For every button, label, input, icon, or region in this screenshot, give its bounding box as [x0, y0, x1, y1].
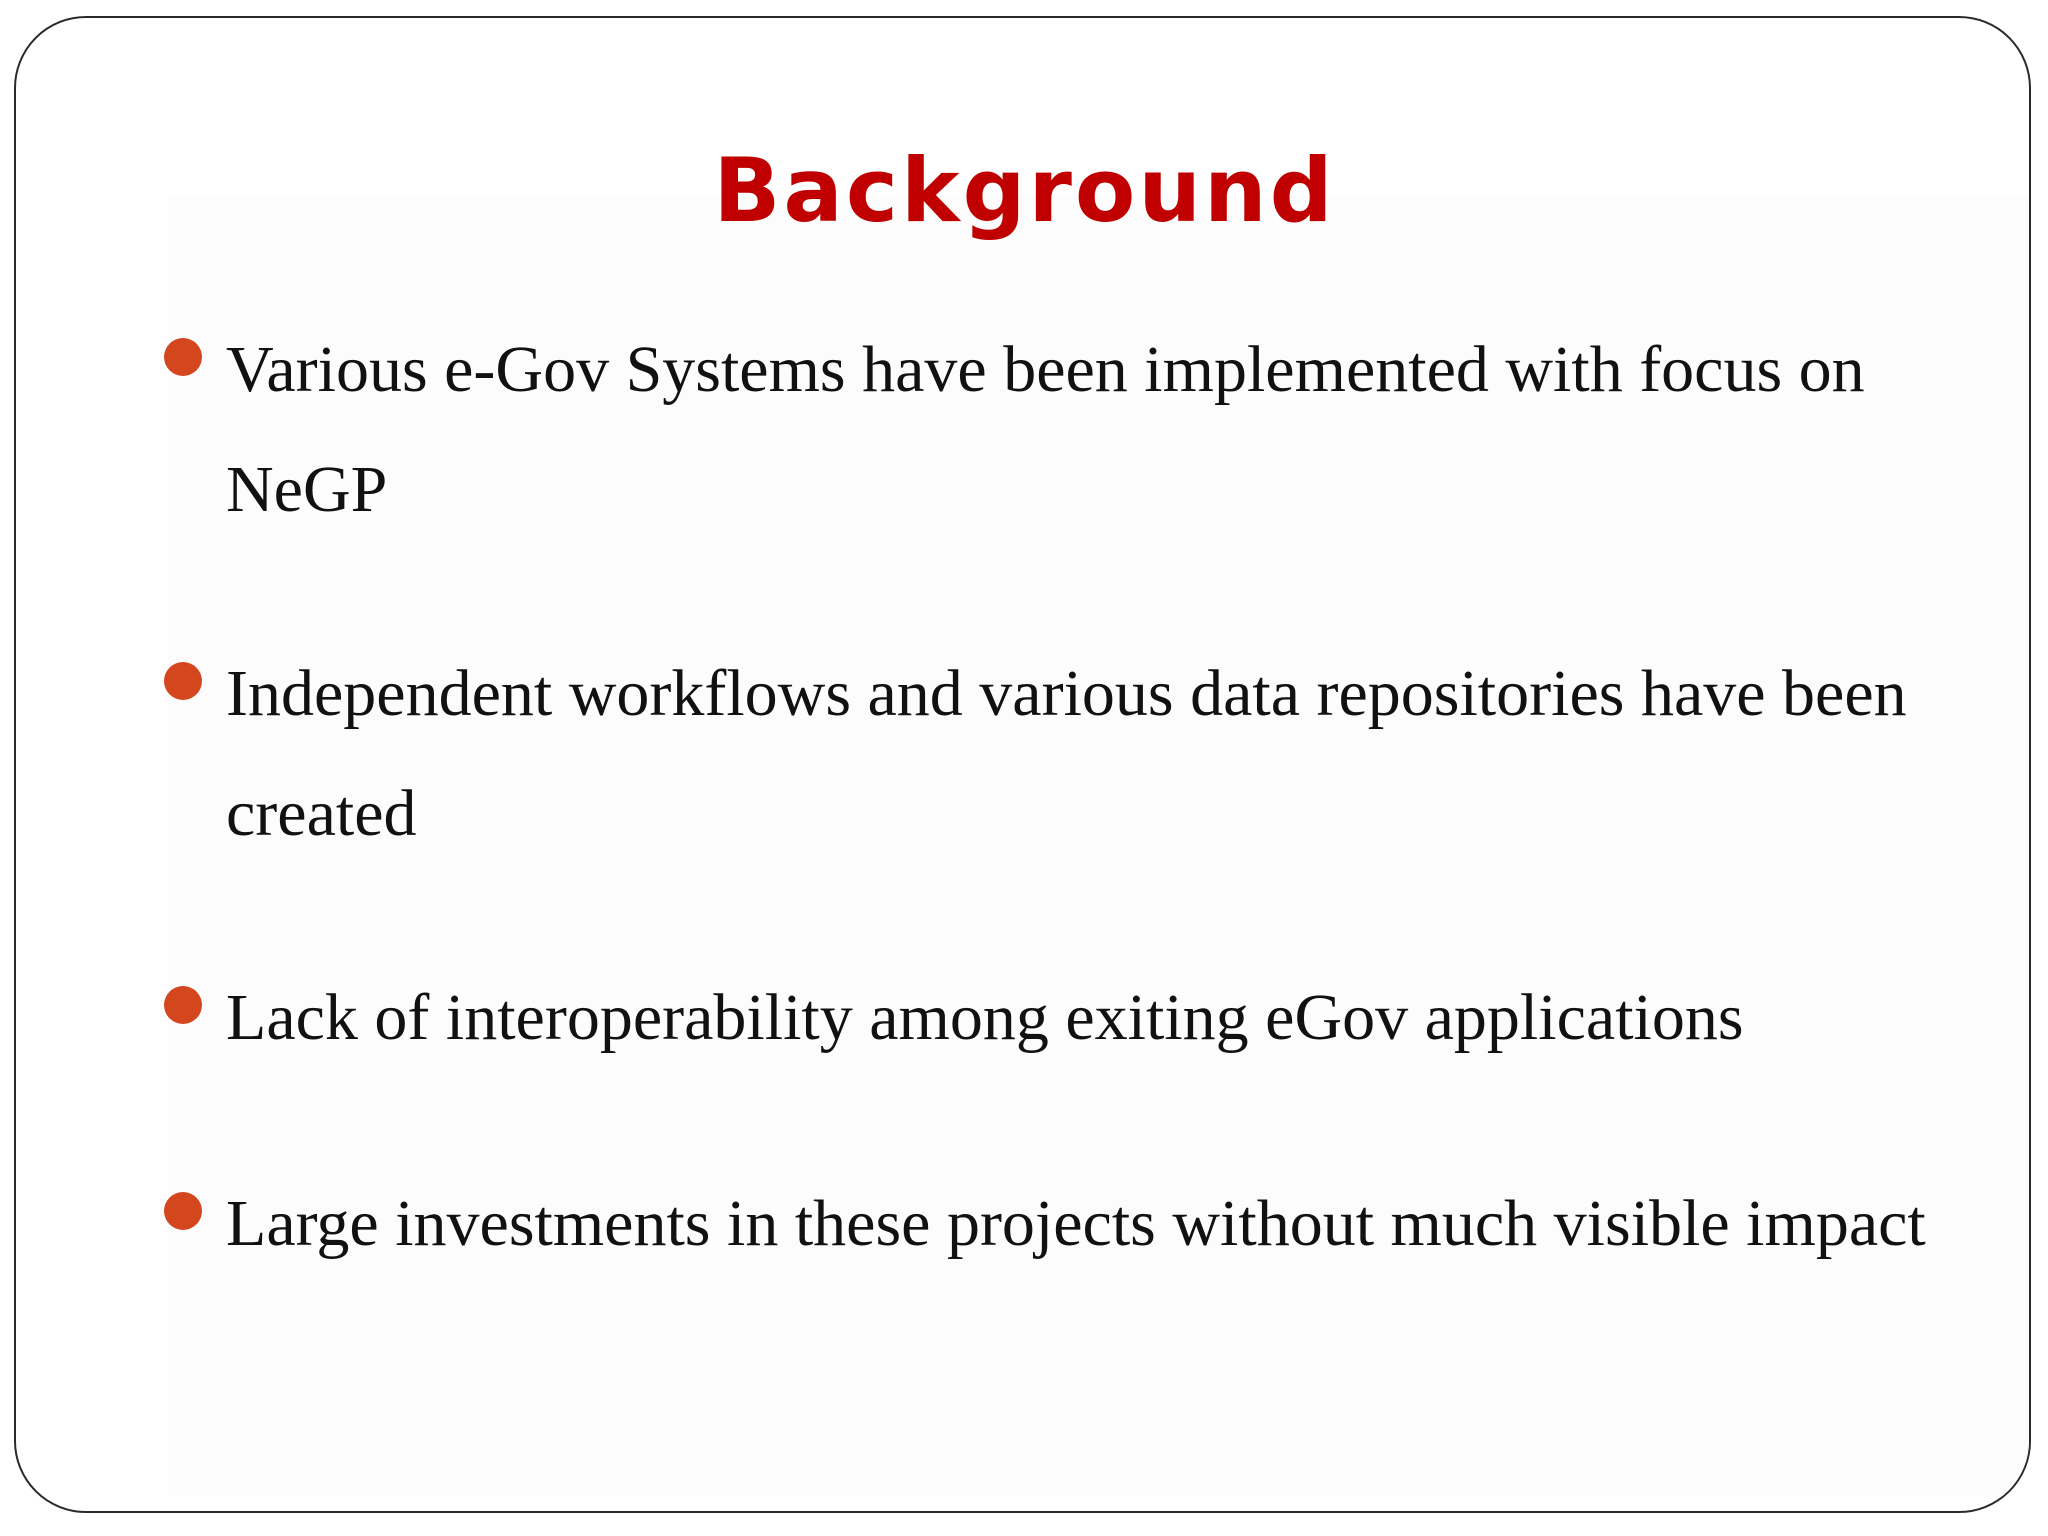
bullet-text: Large investments in these projects without much visible impact [226, 1187, 1926, 1260]
bullet-text: Lack of interoperability among exiting eGov applications [226, 981, 1744, 1054]
bullet-list [16, 18, 2029, 1511]
bullet-dot-icon [164, 338, 202, 376]
bullet-item [226, 634, 1936, 874]
bullet-dot-icon [164, 986, 202, 1024]
bullet-item [226, 1164, 1936, 1284]
slide-title: Background [713, 138, 1336, 242]
bullet-text: Independent workflows and various data repositories have been created [226, 657, 1907, 850]
bullet-dot-icon [164, 662, 202, 700]
bullet-text: Various e-Gov Systems have been implemented with focus on NeGP [226, 333, 1865, 526]
bullet-dot-icon [164, 1192, 202, 1230]
slide-frame [14, 16, 2031, 1513]
bullet-item [226, 958, 1936, 1078]
bullet-item [226, 310, 1936, 550]
